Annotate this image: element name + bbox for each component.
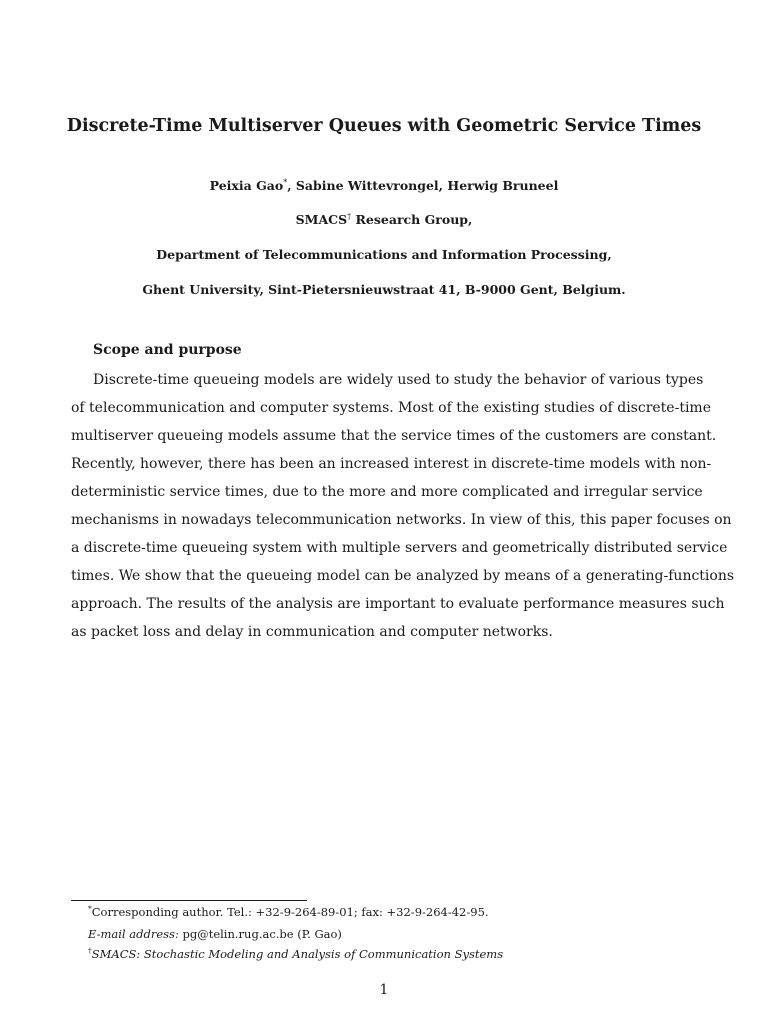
- author-list: [0, 178, 768, 193]
- dagger-mark: †: [347, 212, 352, 221]
- section-heading: Scope and purpose: [93, 342, 242, 358]
- paragraph-line: a discrete-time queueing system with multiple servers and geometrically distributed service: [71, 540, 728, 556]
- footnote-divider: [71, 900, 307, 901]
- paragraph-line: as packet loss and delay in communication and computer networks.: [71, 624, 553, 640]
- author-names-rest: , Sabine Wittevrongel, Herwig Bruneel: [287, 178, 559, 194]
- paragraph-line: approach. The results of the analysis are important to evaluate performance measures such: [71, 596, 725, 612]
- department: Department of Telecommunications and Information Processing,: [156, 247, 612, 262]
- paragraph-line: of telecommunication and computer systems. Most of the existing studies of discrete-time: [71, 400, 711, 416]
- paragraph-line: multiserver queueing models assume that the service times of the customers are constant.: [71, 428, 717, 444]
- group-rest: Research Group,: [351, 212, 473, 228]
- abstract-paragraph: [71, 366, 735, 646]
- research-group: [0, 212, 768, 227]
- address: Ghent University, Sint-Pietersnieuwstraat 41, B-9000 Gent, Belgium.: [142, 282, 626, 297]
- footnote-corresponding: [88, 904, 489, 919]
- email-value: pg@telin.rug.ac.be (P. Gao): [178, 927, 342, 941]
- footnote-text: Corresponding author. Tel.: +32-9-264-89-01; fax: +32-9-264-42-95.: [91, 904, 489, 919]
- paragraph-line: deterministic service times, due to the more and more complicated and irregular service: [71, 484, 703, 500]
- paper-title: Discrete-Time Multiserver Queues with Geometric Service Times: [66, 116, 702, 136]
- page-number: 1: [379, 982, 389, 998]
- paragraph-line: Discrete-time queueing models are widely used to study the behavior of various types: [93, 372, 704, 388]
- email-label: E-mail address:: [88, 927, 179, 941]
- footnote-mark: †: [88, 946, 92, 955]
- paragraph-line: Recently, however, there has been an increased interest in discrete-time models with non-: [71, 456, 712, 472]
- paragraph-line: mechanisms in nowadays telecommunication networks. In view of this, this paper focuses on: [71, 512, 732, 528]
- footnote-smacs: [88, 946, 503, 961]
- corresponding-author-mark: *: [283, 178, 288, 187]
- footnote-mark: *: [88, 904, 92, 913]
- author-name: Peixia Gao: [209, 178, 284, 194]
- group-name: SMACS: [295, 212, 348, 228]
- footnote-text: SMACS: Stochastic Modeling and Analysis of Communication Systems: [91, 946, 504, 961]
- footnote-email: [88, 927, 342, 941]
- paragraph-line: times. We show that the queueing model can be analyzed by means of a generating-functions: [71, 568, 735, 584]
